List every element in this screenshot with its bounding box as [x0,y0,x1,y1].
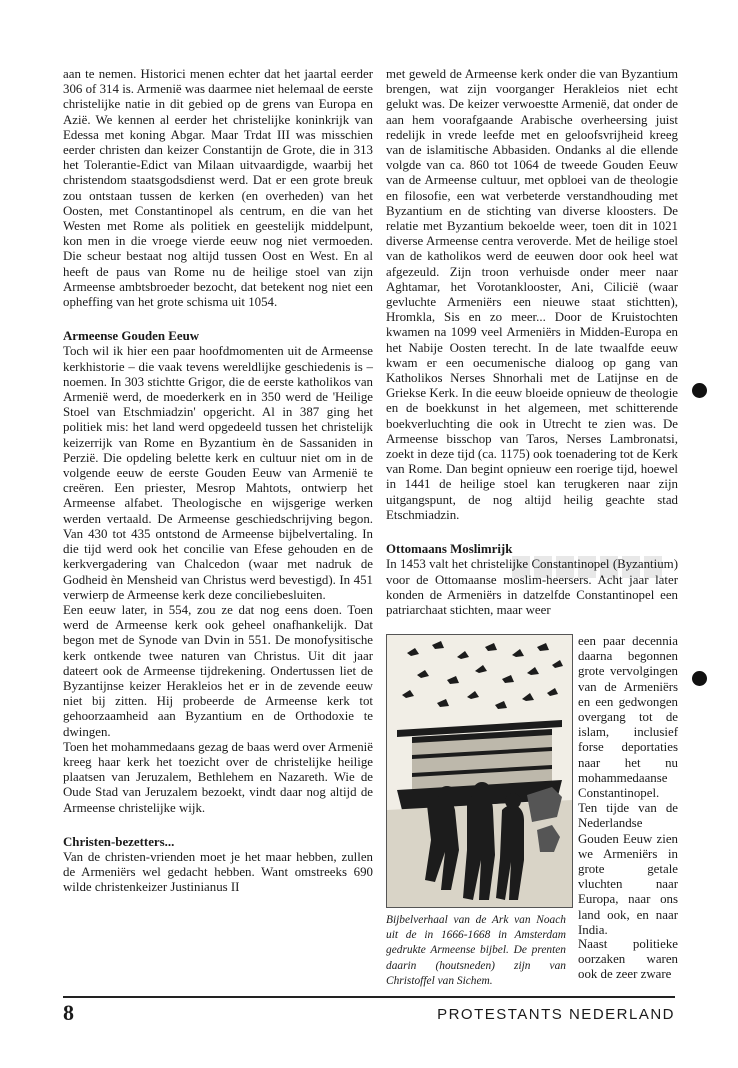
footer-divider [63,996,675,998]
punch-hole-icon [692,671,707,686]
figure [386,634,574,989]
section-heading: Ottomaans Moslimrijk [386,542,513,557]
paragraph: Toen het mohammedaans gezag de baas werd over Armenië kreeg haar kerk het toezicht over de christelijke heilige plaatsen van Jeruzalem, Bethlehem en Nazareth. Wie de Oude Stad van Jeruzalem bezoekt, vindt daar nog altijd de Armeense christelijke wijk. [63,739,373,815]
paragraph: een paar decennia daarna begonnen grote vervolgingen van de Armeniërs en een gedwongen overgang tot de islam, inclusief forse deportaties naar het nu mohammedaanse Constantinopel. Ten tijde van de Nederlandse Gouden Eeuw zien we Armeniërs in grote getale vluchten naar Europa, naar ons land ook, en naar India. [578,634,678,937]
paragraph: aan te nemen. Historici menen echter dat het jaartal eerder 306 of 314 is. Armenië was daarmee niet helemaal de eerste christelijke natie in dit gebied op de grens van Europa en Azië. We kennen al eerder het christelijke koninkrijk van Edessa met koning Abgar. Maar Trdat III was misschien eerder christen dan keizer Constantijn de Grote, die in 313 het Tolerantie-Edict van Milaan uitvaardigde, waarbij het christendom staatsgodsdienst werd. Dat er een grote breuk zou ontstaan tussen de kerken (en overheden) van het Oosten, met Constantinopel als centrum, en die van het Westen met Rome als politiek en geestelijk middelpunt, kon men in die vroege vierde eeuw nog niet vermoeden. Die scheur bestaat nog altijd tussen Oost en West. En al heeft de paus van Rome nu de heilige stoel van zijn Armeense ambtsbroeder bezocht, dat betekent nog niet een opheffing van het grote schisma uit 1054. [63,67,373,310]
left-column [63,67,373,896]
right-column [386,67,678,618]
magazine-title: PROTESTANTS NEDERLAND [437,1006,675,1023]
paragraph: met geweld de Armeense kerk onder die van Byzantium brengen, wat zijn voorganger Herakleios niet echt gelukt was. De keizer verwoestte Armenië, dat onder de aan hem voorafgaande Arabische overheersing juist redelijk in vrede leefde met en geloofsvrijheid kreeg van de islamitische Abbasiden. Ondanks al die ellende volgde van ca. 860 tot 1064 de tweede Gouden Eeuw van de Armeense cultuur, met opbloei van de theologie en filosofie, een wat verbeterde verstandhouding met Byzantium en de stichting van diverse kloosters. De relatie met Byzantium bekoelde weer, toen dit in 1021 diverse Armeense centra veroverde. Met de heilige stoel van de katholikos werd de eeuwen door ook heel wat afgezeuld. Zijn troon verhuisde onder meer naar Aghtamar, het Vorotanklooster, Ani, Cilicië (waar gevluchte Armeniërs een nieuwe staat stichtten), Hromkla, Sis en zo meer... Door de Kruistochten kwamen na 1099 veel Armeniërs in Midden-Europa en het Nabije Oosten terecht. In de late twaalfde eeuw kwam er een oecumenische dialoog op gang van Katholikos Nerses Shnorhali met de Latijnse en de Griekse Kerk. In die eeuw bloeide opnieuw de theologie en de boekkunst in het algemeen, met schitterende boekverluchting die ook in Utrecht te zien was. De Armeense bisschop van Taros, Nerses Lambronatsi, zoekt in deze tijd (ca. 1175) ook toenadering tot de Kerk van Rome. Dan begint opnieuw een roerige tijd, hoewel in 1441 de heilige stoel kan terugkeren naar zijn uitgangspunt, de nog altijd heilig geachte stad Etschmiadzin. [386,67,678,522]
show-through-artifact [512,556,662,578]
section-heading: Christen-bezetters... [63,834,175,849]
paragraph: Toch wil ik hier een paar hoofdmomenten uit de Armeense kerkhistorie – die vaak tevens wereldlijke geschiedenis is – noemen. In 303 stichtte Grigor, die de eerste katholikos van Armenië werd, de moederkerk en in 350 werd de 'Heilige Stoel van Etschmiadzin' opgericht. Al in 387 ging het politiek mis: het land werd opgedeeld tussen het christelijk keizerrijk van Rome en Byzantium èn de Sassaniden in Perzië. Die opdeling belette kerk en cultuur niet om in de volgende eeuw de eerste Gouden Eeuw van Armenië te creëren. Een priester, Mesrop Mahtots, ontwierp het Armeense alfabet. Theologische en wijsgerige werken werden vertaald. De Armeense geschiedschrijving begon. Van 430 tot 435 ontstond de Armeense bijbelvertaling. In die tijd werd ook het concilie van Efese gehouden en de kerkvergadering van Chalcedon (waar met nadruk de Godheid èn Mensheid van Christus werd bevestigd). In 451 verwierp de Armeense kerk deze conciliebesluiten. [63,344,373,602]
paragraph: Een eeuw later, in 554, zou ze dat nog eens doen. Toen werd de Armeense kerk ook geheel onafhankelijk. Dat begon met de Synode van Dvin in 551. De monofysitische kerk ontkende twee naturen van Christus. Uit dit jaar dateert ook de Armeense tijdrekening. Ondertussen liet de Byzantijnse keizer Herakleios het er in de zevende eeuw niet bij zitten. Hij probeerde de Armeense kerk tot gehoorzaamheid aan Byzantium en de Orthodoxie te dwingen. [63,602,373,739]
wrapped-paragraph [578,634,678,938]
woodcut-noahs-ark-icon [386,634,573,908]
figure-caption: Bijbelverhaal van de Ark van Noach uit de in 1666-1668 in Amsterdam gedrukte Armeense bijbel. De prenten daarin (houtsneden) zijn van Christoffel van Sichem. [386,914,566,987]
page-number: 8 [63,1000,74,1025]
paragraph: Naast politieke oorzaken waren ook de zeer zware [578,936,678,982]
paragraph: In 1453 valt het christelijke Constantinopel (Byzantium) voor de Ottomaanse moslim-heersers. Acht jaar later konden de Armeniërs in datzelfde Constantinopel een patriarchaat stichten, maar weer [386,557,678,617]
punch-hole-icon [692,383,707,398]
section-heading: Armeense Gouden Eeuw [63,329,200,344]
paragraph: Van de christen-vrienden moet je het maar hebben, zullen de Armeniërs wel gedacht hebben. Want omstreeks 690 wilde christenkeizer Justinianus II [63,849,373,895]
continued-paragraph [578,924,678,995]
